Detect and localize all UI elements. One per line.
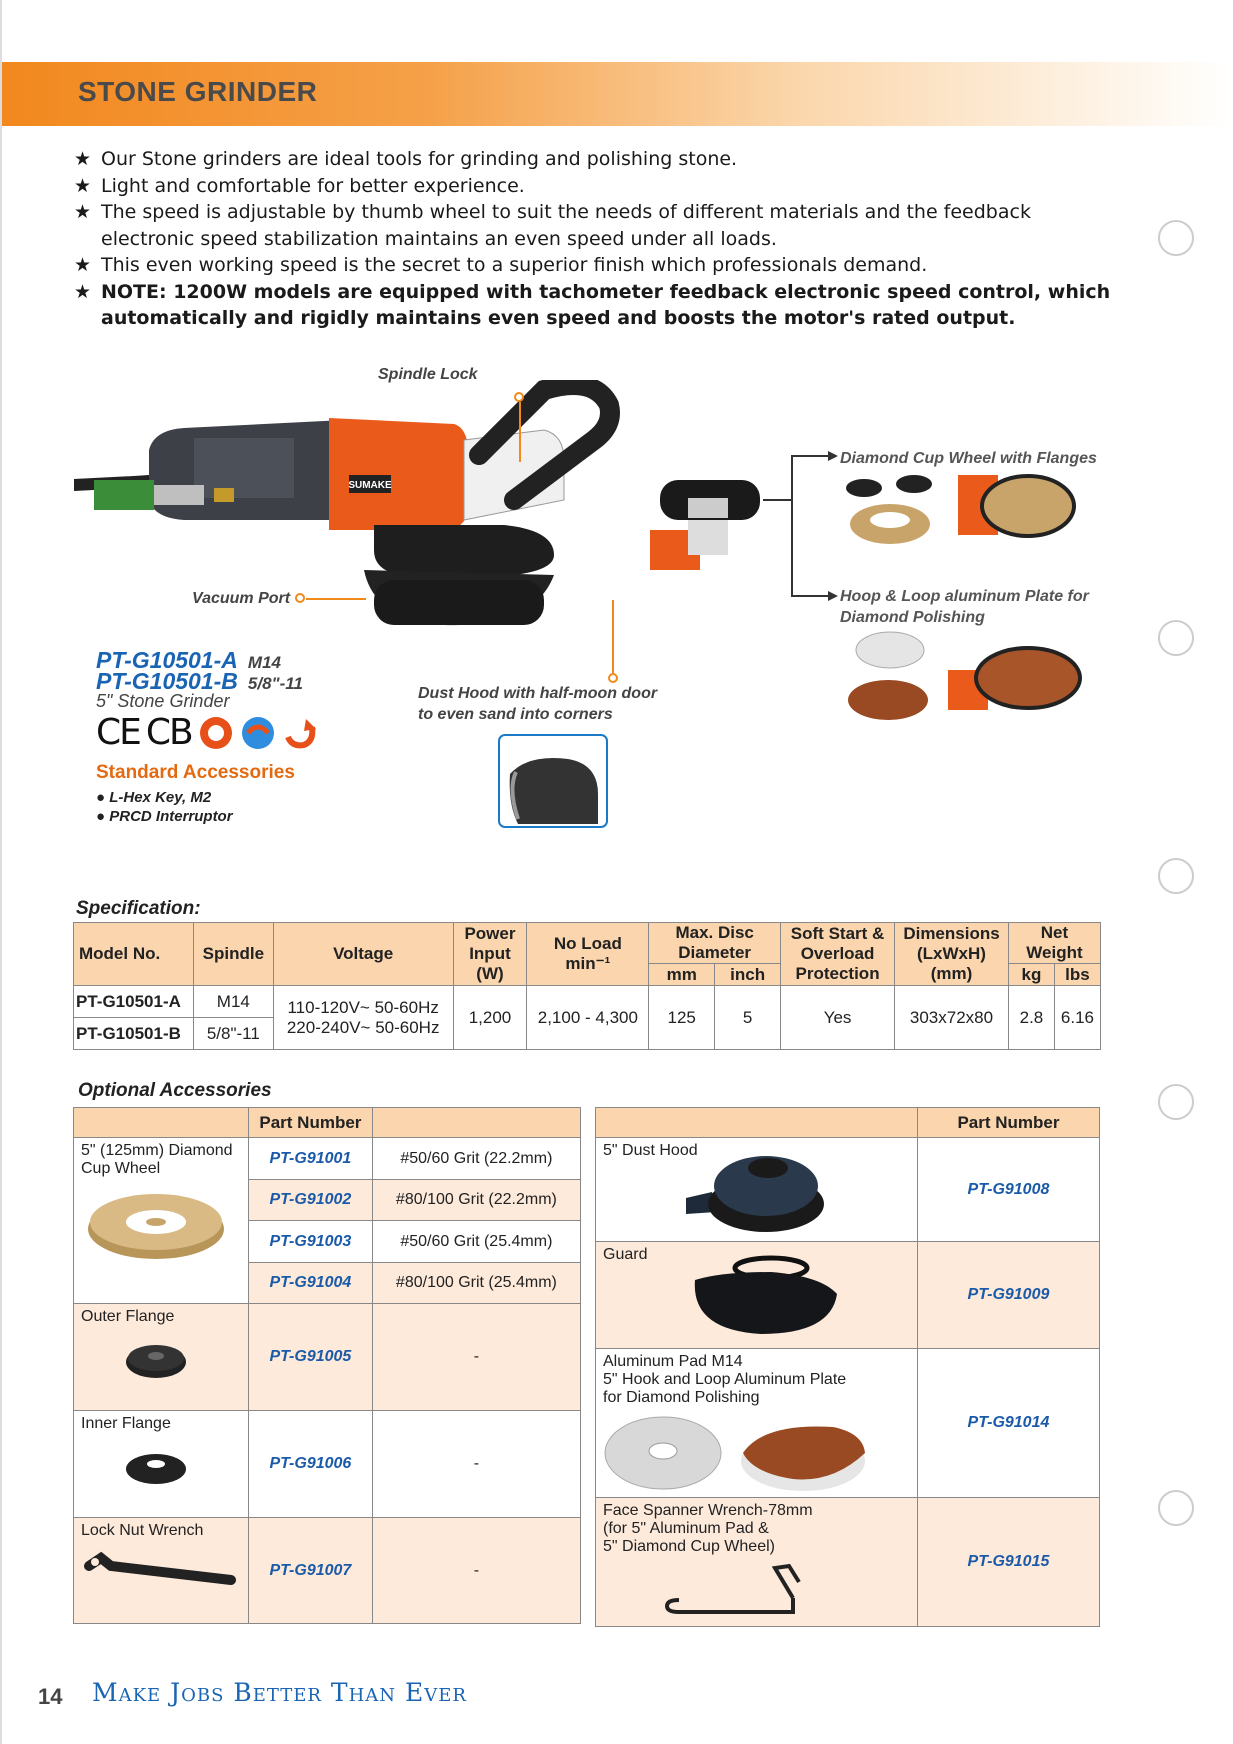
header-weight-kg: kg — [1008, 964, 1054, 986]
table-header-row — [74, 1108, 581, 1138]
part-number-header: Part Number — [917, 1108, 1099, 1138]
dust-hood-image — [686, 1142, 826, 1236]
aluminum-pad-image — [603, 1413, 903, 1493]
cup-wheel-callout: Diamond Cup Wheel with Flanges — [840, 450, 1097, 467]
standard-accessory-item: ● PRCD Interruptor — [96, 808, 233, 825]
certification-logos — [96, 712, 318, 753]
star-icon: ★ — [74, 280, 92, 303]
hook-loop-callout-1: Hoop & Loop aluminum Plate for — [840, 588, 1089, 605]
specification-title: Specification: — [76, 898, 201, 919]
table-row: Lock Nut Wrench PT-G91007 - — [74, 1518, 581, 1624]
callout-dot — [295, 593, 305, 603]
lock-nut-wrench-image — [81, 1546, 241, 1596]
star-icon: ★ — [74, 174, 92, 197]
callout-line — [306, 598, 366, 600]
table-row: PT-G91002 #80/100 Grit (22.2mm) — [74, 1180, 581, 1221]
dust-hood-inset-image — [498, 734, 608, 828]
table-row: PT-G91003 #50/60 Grit (25.4mm) — [74, 1221, 581, 1263]
vacuum-port-label: Vacuum Port — [192, 590, 291, 607]
optional-accessories-title: Optional Accessories — [78, 1080, 272, 1101]
binder-hole-icon — [1158, 858, 1194, 894]
table-row: Aluminum Pad M14 5" Hook and Loop Aluminum Plate for Diamond Polishing PT-G91014 — [596, 1349, 1100, 1498]
model-b: PT-G10501-B 5/8"-11 — [96, 668, 303, 694]
header-spindle: Spindle — [193, 923, 273, 986]
header-voltage: Voltage — [273, 923, 453, 986]
part-number-header: Part Number — [249, 1108, 373, 1138]
spec-header-row — [74, 923, 1101, 964]
callout-dot — [608, 673, 618, 683]
svg-text:SUMAKE: SUMAKE — [348, 480, 392, 491]
dust-hood-label-2: to even sand into corners — [418, 706, 613, 723]
hook-loop-callout-2: Diamond Polishing — [840, 609, 985, 626]
rohs-mark-icon — [282, 715, 318, 751]
binder-hole-icon — [1158, 620, 1194, 656]
optional-accessories-right-table — [595, 1107, 1100, 1627]
binder-hole-icon — [1158, 220, 1194, 256]
model-description: 5" Stone Grinder — [96, 691, 230, 711]
optional-accessories-left-table — [73, 1107, 581, 1624]
cup-wheel-cell: 5" (125mm) Diamond Cup Wheel — [74, 1138, 249, 1304]
star-icon: ★ — [74, 254, 92, 276]
dust-hood-label-1: Dust Hood with half-moon door — [418, 685, 658, 702]
table-header-row — [596, 1108, 1100, 1138]
face-spanner-wrench-image — [603, 1562, 803, 1622]
table-row: 5" (125mm) Diamond Cup Wheel PT-G91001 #50/60 Grit (22.2mm) — [74, 1138, 581, 1180]
header-noload: No Load min⁻¹ — [527, 923, 649, 986]
header-disc: Max. Disc Diameter — [649, 923, 781, 964]
feature-item: ★ Light and comfortable for better experience. — [74, 173, 1114, 200]
table-row: PT-G91004 #80/100 Grit (25.4mm) — [74, 1263, 581, 1304]
feature-item: ★ The speed is adjustable by thumb wheel to suit the needs of different materials and the feedback electronic speed stabilization maintains an even speed under all loads. — [74, 199, 1114, 252]
table-row: PT-G10501-B 5/8"-11 — [74, 1018, 1101, 1050]
standard-accessories-title: Standard Accessories — [96, 762, 295, 783]
star-icon: ★ — [74, 201, 92, 223]
outer-flange-image — [81, 1332, 231, 1382]
feature-list — [74, 146, 1114, 332]
cb-mark-icon: CB — [145, 712, 192, 753]
gs-mark-icon — [198, 715, 234, 751]
footer-slogan: Make Jobs Better Than Ever — [92, 1678, 467, 1707]
inner-flange-image — [81, 1439, 231, 1489]
spindle-lock-label: Spindle Lock — [378, 366, 478, 383]
emc-mark-icon — [240, 715, 276, 751]
header-weight-lbs: lbs — [1054, 964, 1100, 986]
ce-mark-icon: CE — [96, 712, 140, 753]
binder-hole-icon — [1158, 1490, 1194, 1526]
callout-line — [519, 402, 521, 462]
title-banner — [2, 62, 1232, 126]
table-row: Face Spanner Wrench-78mm (for 5" Aluminum Pad & 5" Diamond Cup Wheel) PT-G91015 — [596, 1498, 1100, 1627]
table-row: Guard PT-G91009 — [596, 1242, 1100, 1349]
header-soft-start: Soft Start & Overload Protection — [781, 923, 895, 986]
feature-item: ★ Our Stone grinders are ideal tools for grinding and polishing stone. — [74, 146, 1114, 173]
standard-accessory-item: ● L-Hex Key, M2 — [96, 789, 212, 806]
table-row: 5" Dust Hood PT-G91008 — [596, 1138, 1100, 1242]
page-title: STONE GRINDER — [78, 76, 318, 107]
header-dimensions: Dimensions (LxWxH) (mm) — [895, 923, 1009, 986]
specification-table — [73, 922, 1101, 1050]
voltage-cell: 110-120V~ 50-60Hz 220-240V~ 50-60Hz — [273, 986, 453, 1050]
guard-image — [691, 1250, 841, 1340]
page-number: 14 — [38, 1684, 63, 1709]
table-row: Inner Flange PT-G91006 - — [74, 1411, 581, 1518]
diamond-cup-wheel-image — [81, 1184, 231, 1264]
feature-note: ★ NOTE: 1200W models are equipped with tachometer feedback electronic speed control, which automatically and rigidly maintains even speed and boosts the motor's rated output. — [74, 279, 1114, 332]
model-a: PT-G10501-A M14 — [96, 647, 281, 673]
binder-hole-icon — [1158, 1084, 1194, 1120]
callout-line — [612, 600, 614, 674]
header-disc-inch: inch — [715, 964, 781, 986]
header-power: Power Input (W) — [453, 923, 527, 986]
table-row: Outer Flange PT-G91005 - — [74, 1304, 581, 1411]
header-weight: Net Weight — [1008, 923, 1100, 964]
table-row: PT-G10501-A M14 110-120V~ 50-60Hz 220-240V~ 50-60Hz 1,200 2,100 - 4,300 125 5 Yes 303x72x80 2.8 6.16 — [74, 986, 1101, 1018]
star-icon: ★ — [74, 148, 92, 170]
feature-item: ★ This even working speed is the secret to a superior finish which professionals demand. — [74, 252, 1114, 279]
header-disc-mm: mm — [649, 964, 715, 986]
header-model: Model No. — [74, 923, 194, 986]
callout-dot — [514, 392, 524, 402]
stone-grinder-image — [74, 380, 634, 680]
